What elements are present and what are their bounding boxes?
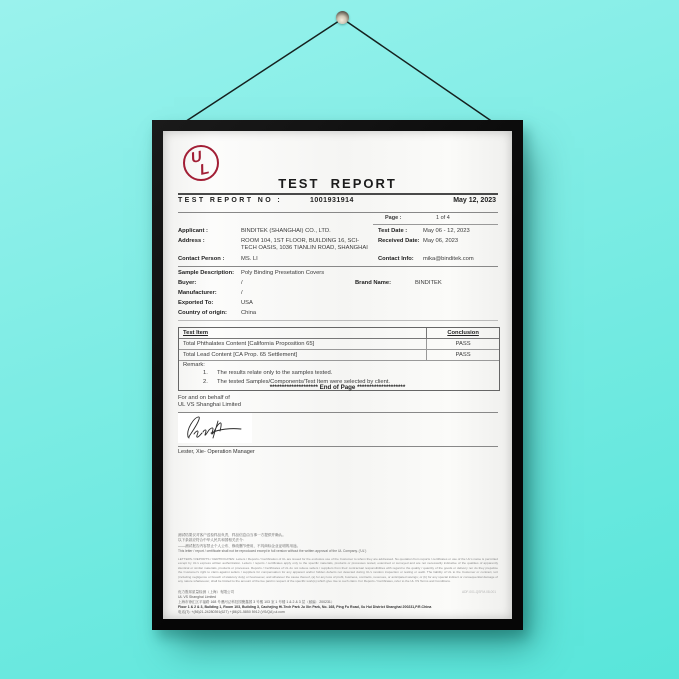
remark-number: 2. (203, 379, 208, 385)
footer-cn-line2: 以下条款应符合中华人民共和国相关法令： (178, 538, 247, 543)
remark-text: The results relate only to the samples tested. (217, 370, 333, 376)
divider (178, 320, 498, 321)
signoff-behalf (178, 395, 498, 413)
doc-code: ADF-001-QSFM-08-001 (461, 590, 496, 594)
footer-cn-line1: 测试结果仅对客户送检样品负责，样品信息由当事一方提供并确认。 (178, 533, 286, 537)
contact-person-value: MS. LI (241, 256, 258, 262)
address-label: Address : (178, 238, 205, 244)
origin-value: China (241, 310, 257, 316)
table-header-conclusion: Conclusion (426, 328, 499, 338)
applicant-value: BINDITEK (SHANGHAI) CO., LTD. (241, 228, 331, 234)
remark-number: 1. (203, 370, 208, 376)
address-cn: 上海市徐汇区平福路 168 号漕河泾科技园聚鑫园 3 号楼 103 室 1 号楼 1 & 2 & 3 层（邮编：200231） (178, 600, 335, 605)
company-name-en: UL VS Shanghai Limited (178, 595, 217, 600)
address-en: Floor 1 & 2 & 3, Building 1, Room 103, Building 3, Caohejing Hi-Tech Park Ju Xin Park, No. 168, Ping Fu Road, Xu Hui District Shanghai 200231,P.R.China (178, 605, 432, 610)
exported-to-label: Exported To: (178, 300, 214, 306)
report-title: TEST REPORT (278, 176, 397, 191)
footer-cn-line3: ——测试报告内容禁止个人公布、修改删节使用，不具商标企业证明的用途。 (178, 543, 301, 548)
picture-frame (152, 120, 523, 630)
divider (178, 212, 498, 213)
test-item-cell: Total Lead Content [CA Prop. 65 Settlement] (183, 352, 298, 358)
sample-description-label: Sample Description: (178, 270, 235, 276)
ul-logo-letter-u: U (189, 148, 204, 167)
signature (178, 413, 252, 443)
nail-icon (336, 11, 349, 24)
company-name-cn: 优力胜邦质量检测（上海）有限公司 (178, 590, 234, 594)
sample-description-value: Poly Binding Presetation Covers (241, 270, 325, 276)
signer-name-title: Lester, Xie- Operation Manager (178, 449, 255, 455)
report-no-label: TEST REPORT NO : (178, 197, 283, 204)
address-value: ROOM 104, 1ST FLOOR, BUILDING 16, SCI-TECH OASIS, 1036 TIANLIN ROAD, SHANGHAI (241, 238, 368, 252)
buyer-value: / (241, 280, 243, 286)
report-date: May 12, 2023 (453, 197, 496, 204)
table-row (179, 339, 499, 350)
report-no-value: 1001931914 (310, 197, 354, 204)
footer-note-en: This letter / report / certificate shall not be reproduced except in full version without the written approval of the UL Company. ('UL') (178, 549, 367, 554)
page-label: Page : (385, 215, 402, 221)
buyer-label: Buyer: (178, 280, 197, 286)
manufacturer-label: Manufacturer: (178, 290, 217, 296)
brand-name-value: BINDITEK (415, 280, 442, 286)
received-date-label: Received Date: (378, 238, 420, 244)
conclusion-cell: PASS (426, 350, 499, 360)
results-table (178, 327, 500, 391)
divider (178, 193, 498, 195)
behalf-line1: For and on behalf of (178, 395, 230, 401)
divider (373, 224, 498, 225)
test-item-cell: Total Phthalates Content [California Proposition 65] (183, 341, 315, 347)
end-of-page-marker: ******************** End of Page ******************** (269, 384, 406, 391)
origin-label: Country of origin: (178, 310, 227, 316)
contact-info-value: mika@binditek.com (423, 256, 474, 262)
ul-logo-letter-l: L (198, 160, 211, 179)
remark-label: Remark: (183, 362, 205, 368)
footer-legal-paragraph: LETTERS / REPORTS / CERTIFICATES: Letters / Reports / Certification of UL are issued for the exclusive use of the Customer to whom they are addressed. No quotation from reports / certificates or use of the UL's name is permitted except by UL's express written authorization. Letters / reports / certificates apply only to the specific materials, products or processes tested, examined or surveyed and are not necessarily indicative of the qualities of apparently identical or similar materials, products or processes. Reports / Certificates of UL do not relieve sellers / suppliers from their contractual responsibilities with regard to the quality / quantity of the goods or delivery nor do they prejudice the Customer's right to claim against sellers / suppliers for compensation for any apparent and/or hidden defects not detected during UL's random inspection or testing or audit. The liability of UL to the Customer or contract, tort (including negligence or breach of statutory duty) or howsoever, and whatever the cause thereof, (a) for any loss of profit, business, contracts, revenues, or anticipated savings; or (b) for any special indirect or consequential damage of any nature whatsoever, shall be limited to the amount of the fee paid in respect of the specific work(s) which give rise to such claim. For Reports / Certificates, refer to the UL VS Terms and Conditions. (178, 557, 498, 583)
signature-line (178, 446, 498, 447)
divider (178, 266, 498, 267)
remark-text: The tested Samples/Components/Test Item were selected by client. (217, 379, 391, 385)
test-date-label: Test Date : (378, 228, 408, 234)
applicant-label: Applicant : (178, 228, 208, 234)
brand-name-label: Brand Name: (355, 280, 392, 286)
report-number-row (178, 197, 498, 209)
table-header-row (179, 328, 499, 339)
footer-cn-disclaimer (178, 533, 498, 554)
test-report-document (163, 131, 512, 619)
table-header-item: Test Item (183, 330, 209, 336)
page-value: 1 of 4 (436, 215, 450, 221)
exported-to-value: USA (241, 300, 253, 306)
test-date-value: May 06 - 12, 2023 (423, 228, 470, 234)
conclusion-cell: PASS (426, 339, 499, 349)
page-row (178, 215, 498, 223)
behalf-line2: UL VS Shanghai Limited (178, 402, 241, 409)
phone-line: 电话(T): +(86)21-24280391(62T) +(86)21-5850 5912 (VS/QA) ul.com (178, 610, 285, 615)
footer-address-block (178, 590, 498, 615)
table-row (179, 350, 499, 361)
contact-info-label: Contact Info: (378, 256, 414, 262)
received-date-value: May 06, 2023 (423, 238, 459, 244)
contact-person-label: Contact Person : (178, 256, 225, 262)
manufacturer-value: / (241, 290, 243, 296)
